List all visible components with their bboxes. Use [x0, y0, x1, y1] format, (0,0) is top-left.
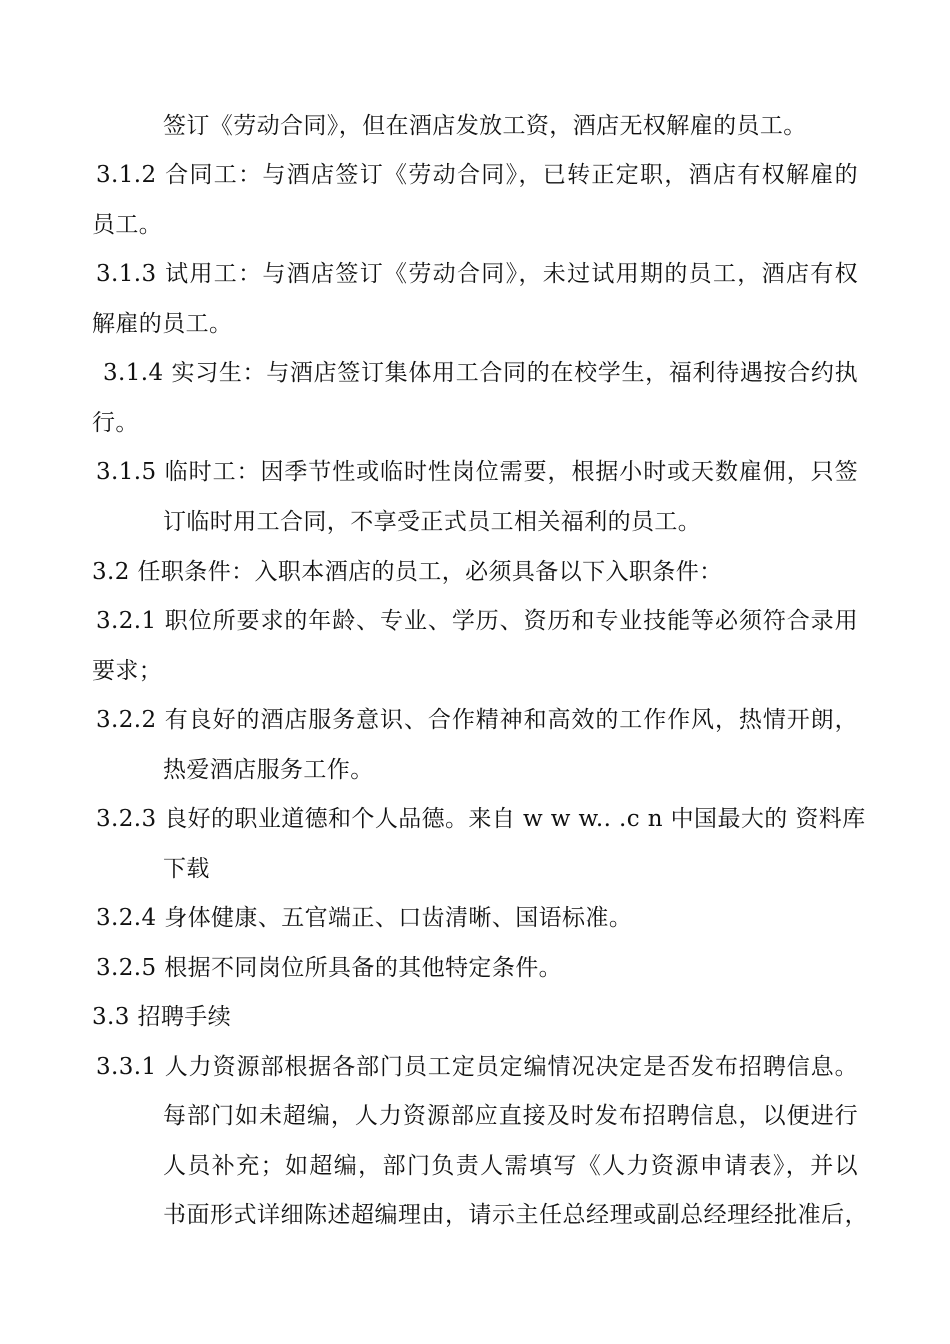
text-line: 行。 — [92, 410, 139, 436]
text-line: 3.2 任职条件：入职本酒店的员工，必须具备以下入职条件： — [92, 559, 723, 585]
text-line: 3.3 招聘手续 — [92, 1004, 232, 1030]
text-line: 下载 — [163, 856, 210, 882]
text-line: 3.1.3 试用工：与酒店签订《劳动合同》，未过试用期的员工，酒店有权 — [96, 261, 858, 287]
text-line: 3.1.5 临时工：因季节性或临时性岗位需要，根据小时或天数雇佣，只签 — [96, 459, 858, 485]
text-line: 3.2.1 职位所要求的年龄、专业、学历、资历和专业技能等必须符合录用 — [96, 608, 858, 634]
text-line: 3.1.4 实习生：与酒店签订集体用工合同的在校学生，福利待遇按合约执 — [103, 360, 858, 386]
text-line: 人员补充；如超编，部门负责人需填写《人力资源申请表》，并以 — [163, 1153, 858, 1179]
text-line: 订临时用工合同，不享受正式员工相关福利的员工。 — [163, 509, 702, 535]
text-line: 热爱酒店服务工作。 — [163, 757, 374, 783]
text-line: 3.2.5 根据不同岗位所具备的其他特定条件。 — [96, 955, 563, 981]
text-line: 要求； — [92, 658, 163, 684]
text-line: 员工。 — [92, 212, 163, 238]
text-line: 每部门如未超编，人力资源部应直接及时发布招聘信息，以便进行 — [163, 1103, 858, 1129]
text-line: 3.3.1 人力资源部根据各部门员工定员定编情况决定是否发布招聘信息。 — [96, 1054, 858, 1080]
text-line: 3.2.3 良好的职业道德和个人品德。来自 w w w.. .c n 中国最大的 资料库 — [96, 806, 866, 832]
text-line: 书面形式详细陈述超编理由，请示主任总经理或副总经理经批准后， — [163, 1202, 868, 1228]
text-line: 签订《劳动合同》，但在酒店发放工资，酒店无权解雇的员工。 — [163, 113, 807, 139]
text-line: 解雇的员工。 — [92, 311, 233, 337]
text-line: 3.1.2 合同工：与酒店签订《劳动合同》，已转正定职，酒店有权解雇的 — [96, 162, 858, 188]
text-line: 3.2.2 有良好的酒店服务意识、合作精神和高效的工作作风，热情开朗， — [96, 707, 858, 733]
text-line: 3.2.4 身体健康、五官端正、口齿清晰、国语标准。 — [96, 905, 633, 931]
